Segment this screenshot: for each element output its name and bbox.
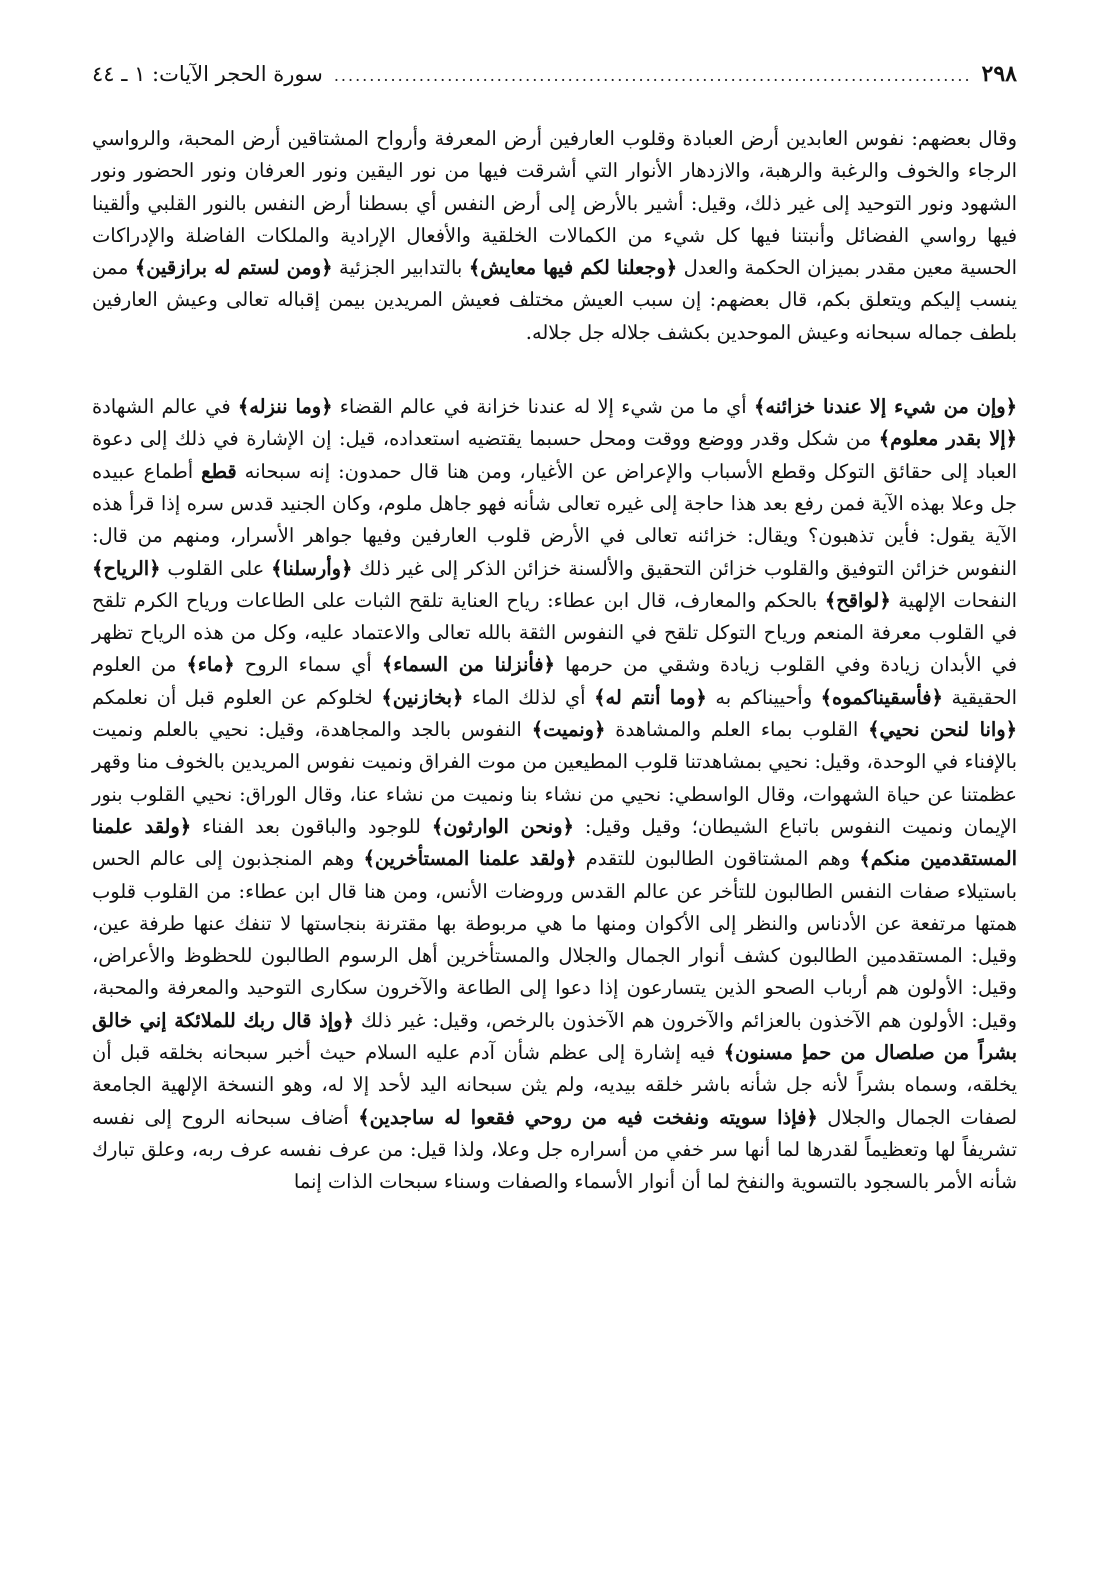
- quran-quote: ﴿وما ننزله﴾: [237, 395, 333, 419]
- quran-quote: ﴿وما أنتم له﴾: [594, 685, 707, 709]
- commentary-text: من العلوم الحقيقية: [92, 653, 1017, 709]
- commentary-text: في عالم الشهادة: [92, 395, 238, 419]
- commentary-text: بالتدابير الجزئية: [332, 256, 469, 280]
- quran-quote: ﴿ولقد علمنا المستأخرين﴾: [363, 847, 577, 871]
- commentary-text: للوجود والباقون بعد الفناء: [191, 814, 432, 838]
- commentary-text: وأحييناكم به: [706, 685, 821, 709]
- commentary-text: أي سماء الروح: [234, 653, 382, 677]
- commentary-text: النفوس بالجد والمجاهدة، وقيل: نحيي بالعلم ونميت بالإفناء في الوحدة، وقيل: نحيي بمشاهدتنا قلوب المطيعين من موت الفراق ونميت نفوس المريدين بالخوف منا وقهر عظمتنا عن حياة الشهوات، وقال الواسطي: نحيي من نشاء بنا ونميت من نشاء عنا، وقال الوراق: نحيي القلوب بنور الإيمان ونميت النفوس باتباع الشيطان؛ وقيل وقيل:: [92, 718, 1017, 838]
- quran-quote: ﴿وانا لنحن نحيي﴾: [868, 718, 1017, 742]
- commentary-text: النفحات الإلهية: [890, 588, 1017, 612]
- running-title: سورة الحجر الآيات: ١ ـ ٤٤: [92, 62, 323, 86]
- quran-quote: ﴿الرياح﴾: [92, 556, 161, 580]
- header-leader-dots: [333, 54, 972, 98]
- quran-quote: ﴿ونحن الوارثون﴾: [431, 814, 574, 838]
- quran-quote: ﴿وإذ قال ربك للملائكة إني خالق بشراً من صلصال من حمإ مسنون﴾: [92, 1008, 1017, 1065]
- quran-quote: ﴿وأرسلنا﴾: [271, 556, 353, 580]
- commentary-text: فيه إشارة إلى عظم شأن آدم عليه السلام حيث أخبر سبحانه بخلقه قبل أن يخلقه، وسماه بشراً لأنه جل شأنه باشر خلقه بيديه، ولم يثن سبحانه اليد لأحد إلا له، وهو النسخة الإلهية الجامعة لصفات الجمال والجلال: [92, 1041, 1017, 1129]
- quran-quote: ﴿بخازنين﴾: [381, 685, 464, 709]
- commentary-text: ممن ينسب إليكم ويتعلق بكم، قال بعضهم: إن سبب العيش مختلف فعيش المريدين بيمن إقباله تعالى وعيش العارفين بلطف جماله سبحانه وعيش الموحدين بكشف جلاله جل جلاله.: [92, 256, 1017, 344]
- quran-quote: ﴿ونميت﴾: [531, 718, 606, 742]
- quran-quote: ﴿ومن لستم له برازقين﴾: [134, 256, 333, 280]
- book-page: [92, 52, 1017, 1522]
- commentary-text: أي ما من شيء إلا له عندنا خزانة في عالم القضاء: [332, 395, 755, 419]
- quran-quote: ﴿ولقد علمنا المستقدمين منكم﴾: [92, 814, 1017, 871]
- quran-quote: ﴿فأنزلنا من السماء﴾: [381, 653, 555, 677]
- quran-quote: ﴿إلا بقدر معلوم﴾: [878, 427, 1017, 451]
- quran-quote: ﴿فأسقيناكموه﴾: [820, 685, 943, 709]
- page-header: [92, 52, 1017, 96]
- quran-quote: ﴿وإن من شيء إلا عندنا خزائنه﴾: [754, 395, 1017, 419]
- quran-quote: قطع: [201, 459, 237, 483]
- commentary-text: بالحكم والمعارف، قال ابن عطاء: رياح العناية تلقح الثبات على الطاعات ورياح الكرم تلقح في القلوب معرفة المنعم ورياح التوكل تلقح في النفوس الثقة بالله تعالى والاعتماد عليه، وكل من هذه الرياح تظهر في الأبدان زيادة وفي القلوب زيادة وشقي من حرمها: [92, 588, 1018, 677]
- commentary-text: وهم المشتاقون الطالبون للتقدم: [576, 847, 860, 871]
- commentary-text: من شكل وقدر ووضع ووقت ومحل حسبما يقتضيه استعداده، قيل: إن الإشارة في ذلك إلى دعوة العباد إلى حقائق التوكل وقطع الأسباب والإعراض عن الأغيار، ومن هنا قال حمدون: إنه سبحانه: [92, 427, 1017, 483]
- commentary-text: القلوب بماء العلم والمشاهدة: [605, 718, 869, 742]
- commentary-text: وهم المنجذبون إلى عالم الحس باستيلاء صفات النفس الطالبون للتأخر عن عالم القدس وروضات الأنس، ومن هنا قال ابن عطاء: من القلوب قلوب همتها مرتفعة عن الأدناس والنظر إلى الأكوان ومنها ما هي مربوطة بها مقترنة بنجاستها لا تنفك عنها طرفة عين، وقيل: المستقدمين الطالبون كشف أنوار الجمال والجلال والمستأخرين أهل الرسوم الطالبون للحظوظ والأعراض، وقيل: الأولون هم أرباب الصحو الذين يتسارعون إذا دعوا إلى الطاعة والآخرون سكارى التوحيد والمعرفة والمحبة، وقيل: الأولون هم الآخذون بالعزائم والآخرون هم الآخذون بالرخص، وقيل: غير ذلك: [92, 847, 1018, 1032]
- quran-quote: ﴿ماء﴾: [186, 653, 235, 677]
- commentary-text: على القلوب: [160, 556, 272, 580]
- commentary-text: أضاف سبحانه الروح إلى نفسه تشريفاً لها وتعظيماً لقدرها لما أنها سر خفي من أسراره جل وعلا، ولذا قيل: من عرف نفسه عرف ربه، وعلق تبارك شأنه الأمر بالسجود بالتسوية والنفخ لما أن أنوار الأسماء والصفات وسناء سبحات الذات إنما: [92, 1105, 1017, 1194]
- commentary-text: أي لذلك الماء: [463, 685, 595, 709]
- commentary-paragraph-1: [92, 123, 1017, 349]
- page-number: ٢٩٨: [981, 61, 1017, 87]
- commentary-paragraph-2: [92, 391, 1017, 1198]
- commentary-text: وقال بعضهم: نفوس العابدين أرض العبادة وقلوب العارفين أرض المعرفة وأرواح المشتاقين أرض المحبة، والرواسي الرجاء والخوف والرغبة والرهبة، والازدهار الأنوار التي أشرقت فيها من نور اليقين ونور العرفان ونور الحضور ونور الشهود ونور التوحيد إلى غير ذلك، وقيل: أشير بالأرض إلى أرض النفس أي بسطنا أرض النفس بالنور القلبي وألقينا فيها رواسي الفضائل وأنبتنا فيها كل شيء من الكمالات الخلقية والأفعال الإرادية والملكات الفاضلة والإدراكات الحسية معين مقدر بميزان الحكمة والعدل: [92, 127, 1017, 280]
- quran-quote: ﴿لواقح﴾: [824, 588, 891, 612]
- quran-quote: ﴿فإذا سويته ونفخت فيه من روحي فقعوا له ساجدين﴾: [358, 1105, 818, 1129]
- commentary-text: أطماع عبيده جل وعلا بهذه الآية فمن رفع بعد هذا حاجة إلى غيره تعالى شأنه فهو جاهل ملوم، وكان الجنيد قدس سره إذا قرأ هذه الآية يقول: فأين تذهبون؟ ويقال: خزائنه تعالى في الأرض قلوب العارفين وفيها جواهر الأسرار، ومنهم من قال: النفوس خزائن التوفيق والقلوب خزائن التحقيق والألسنة خزائن الذكر إلى غير ذلك: [92, 459, 1017, 580]
- commentary-text: لخلوكم عن العلوم قبل أن نعلمكم: [92, 685, 382, 709]
- quran-quote: ﴿وجعلنا لكم فيها معايش﴾: [468, 256, 678, 280]
